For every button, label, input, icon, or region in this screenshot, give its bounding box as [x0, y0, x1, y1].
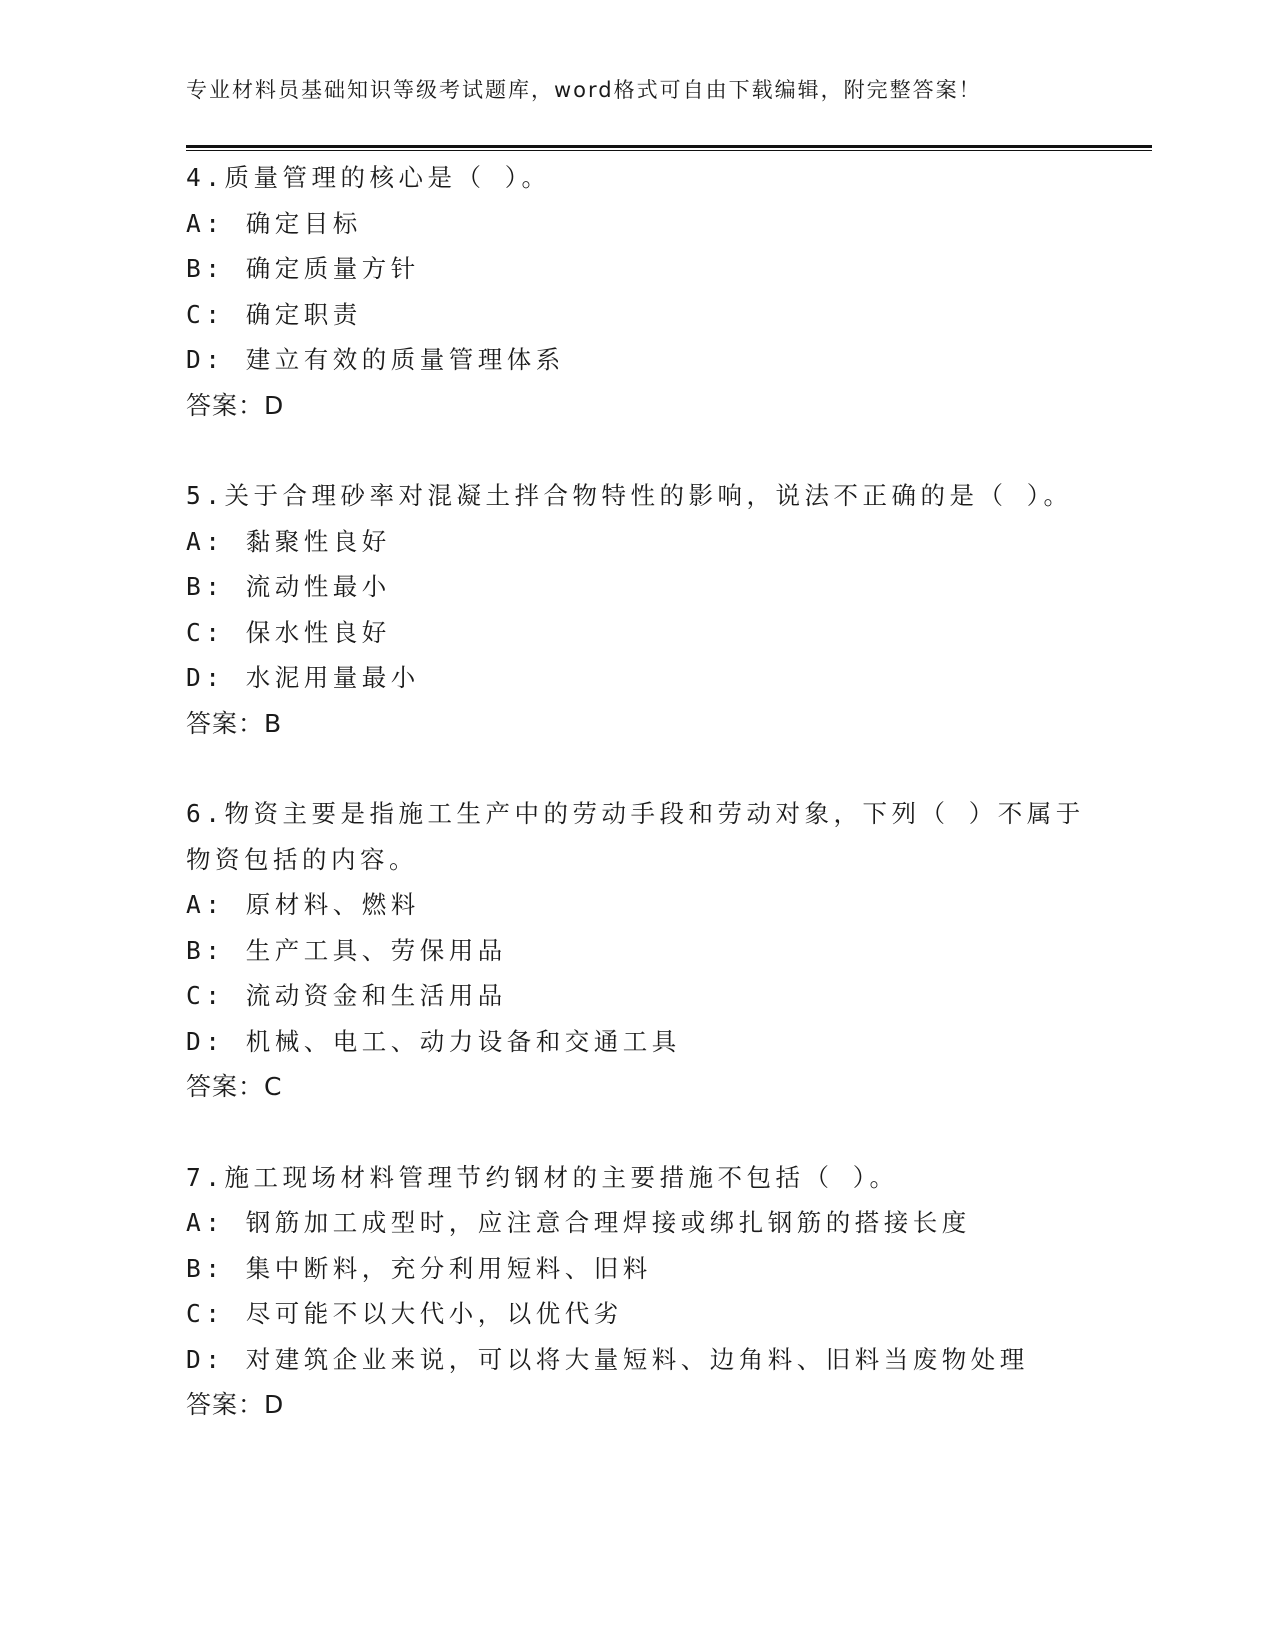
option-a [186, 882, 1116, 928]
question-stem-continued: 物资包括的内容。 [186, 844, 418, 874]
option-letter: D: [186, 663, 225, 692]
option-c [186, 973, 1116, 1019]
option-text: 黏聚性良好 [245, 526, 391, 556]
option-text: 对建筑企业来说，可以将大量短料、边角料、旧料当废物处理 [245, 1344, 1029, 1374]
option-text: 水泥用量最小 [245, 663, 420, 692]
option-text: 机械、电工、动力设备和交通工具 [245, 1026, 681, 1056]
option-text: 确定质量方针 [245, 254, 420, 283]
option-text: 集中断料，充分利用短料、旧料 [245, 1253, 652, 1283]
option-d [186, 1337, 1116, 1383]
option-text: 流动资金和生活用品 [245, 981, 507, 1010]
option-text: 原材料、燃料 [245, 890, 420, 919]
option-letter: D: [186, 345, 225, 374]
answer-line: 答案：D [186, 1390, 285, 1419]
option-letter: A: [186, 208, 225, 238]
option-d [186, 655, 1116, 701]
option-letter: C: [186, 617, 225, 647]
question-6 [186, 791, 1116, 1110]
page-header: 专业材料员基础知识等级考试题库，word格式可自由下载编辑，附完整答案！ [186, 78, 982, 102]
question-stem: 5.关于合理砂率对混凝土拌合物特性的影响，说法不正确的是（ ）。 [186, 481, 1073, 510]
option-text: 流动性最小 [245, 572, 391, 601]
option-letter: D: [186, 1026, 225, 1056]
option-b [186, 246, 1116, 292]
option-text: 尽可能不以大代小，以优代劣 [245, 1299, 623, 1328]
option-letter: D: [186, 1344, 225, 1374]
option-c [186, 1291, 1116, 1337]
option-letter: A: [186, 890, 225, 919]
question-7 [186, 1155, 1116, 1428]
option-letter: A: [186, 526, 225, 556]
question-stem: 6.物资主要是指施工生产中的劳动手段和劳动对象，下列（ ）不属于 [186, 799, 1085, 828]
question-list [186, 155, 1116, 1428]
header-rule-thick [186, 145, 1152, 148]
option-b [186, 1246, 1116, 1292]
option-b [186, 928, 1116, 974]
question-5 [186, 473, 1116, 746]
option-letter: B: [186, 254, 225, 283]
option-letter: C: [186, 299, 225, 329]
option-text: 确定目标 [245, 208, 362, 238]
option-letter: A: [186, 1208, 225, 1237]
option-letter: C: [186, 981, 225, 1010]
answer-line: 答案：C [186, 1072, 283, 1101]
option-text: 保水性良好 [245, 617, 391, 647]
option-letter: B: [186, 1253, 225, 1283]
header-rule-thin [186, 150, 1152, 151]
option-text: 建立有效的质量管理体系 [245, 345, 565, 374]
option-d [186, 1019, 1116, 1065]
option-a [186, 519, 1116, 565]
option-text: 钢筋加工成型时，应注意合理焊接或绑扎钢筋的搭接长度 [245, 1208, 971, 1237]
question-4 [186, 155, 1116, 428]
option-a [186, 201, 1116, 247]
option-b [186, 564, 1116, 610]
option-letter: C: [186, 1299, 225, 1328]
option-text: 生产工具、劳保用品 [245, 935, 507, 965]
option-a [186, 1200, 1116, 1246]
answer-line: 答案：B [186, 708, 283, 738]
option-letter: B: [186, 935, 225, 965]
option-letter: B: [186, 572, 225, 601]
question-stem: 4.质量管理的核心是（ ）。 [186, 163, 551, 192]
answer-line: 答案：D [186, 390, 285, 420]
option-d [186, 337, 1116, 383]
option-c [186, 610, 1116, 656]
question-stem: 7.施工现场材料管理节约钢材的主要措施不包括（ ）。 [186, 1162, 899, 1192]
option-c [186, 292, 1116, 338]
option-text: 确定职责 [245, 299, 362, 329]
